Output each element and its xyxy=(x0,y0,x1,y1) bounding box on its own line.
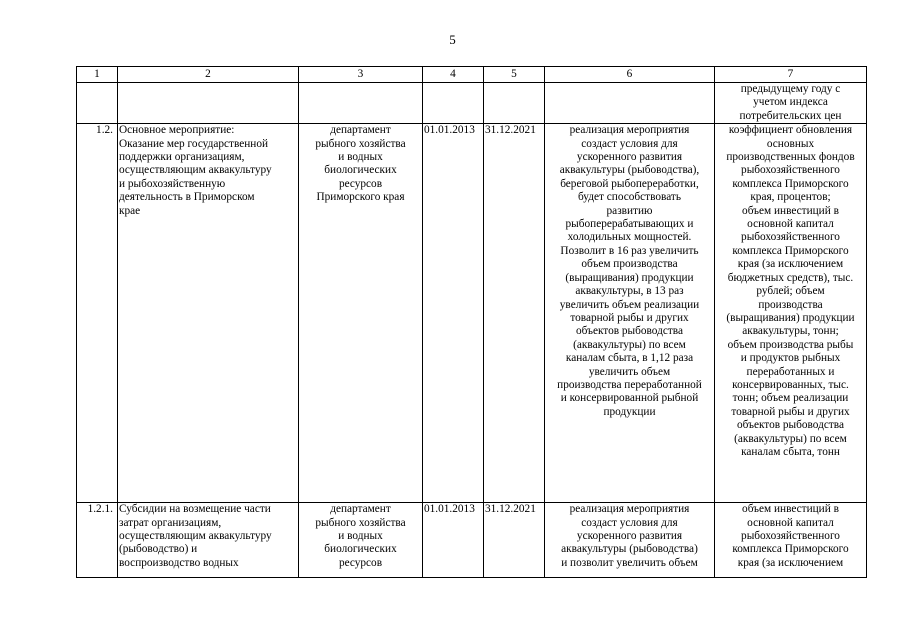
text-line: объем производства xyxy=(581,258,678,271)
text-line: создаст условия для xyxy=(581,516,678,529)
text-line: Основное мероприятие: xyxy=(119,124,235,137)
text-line: осуществляющим аквакультуру xyxy=(119,164,272,177)
text-line: (аквакультуры) по всем xyxy=(734,432,847,445)
empty-cell xyxy=(545,83,715,124)
column-number: 3 xyxy=(299,67,423,83)
text-line: учетом индекса xyxy=(753,96,828,109)
text-line: комплекса Приморского xyxy=(732,177,849,190)
text-line: ресурсов xyxy=(338,556,383,569)
text-line: (выращивания) продукции xyxy=(565,271,694,284)
text-line: ускоренного развития xyxy=(576,151,683,164)
text-line: основных xyxy=(766,137,815,150)
empty-cell xyxy=(299,83,423,124)
measure-name-cell xyxy=(118,124,299,503)
text-line: рыбохозяйственного xyxy=(741,530,840,543)
text-line: производства xyxy=(758,298,823,311)
text-line: потребительских цен xyxy=(739,109,842,122)
text-line: комплекса Приморского xyxy=(732,244,849,257)
empty-cell xyxy=(484,83,545,124)
text-line: Позволит в 16 раз увеличить xyxy=(560,244,699,257)
text-line: реализация мероприятия xyxy=(569,503,690,516)
text-line: реализация мероприятия xyxy=(569,124,690,137)
text-line: создаст условия для xyxy=(581,137,678,150)
text-line: края (за исключением xyxy=(737,556,844,569)
text-line: Оказание мер государственной xyxy=(119,137,269,150)
text-line: объем инвестиций в xyxy=(742,503,839,516)
text-line: береговой рыбопереработки, xyxy=(560,177,699,190)
text-line: продукции xyxy=(603,405,656,418)
text-line: воспроизводство водных xyxy=(119,556,239,569)
text-line: объектов рыбоводства xyxy=(575,325,684,338)
text-line: (выращивания) продукции xyxy=(726,311,855,324)
column-number: 4 xyxy=(423,67,484,83)
text-line: предыдущему году с xyxy=(740,83,841,95)
text-line: объем производства рыбы xyxy=(727,338,854,351)
text-line: производственных фондов xyxy=(726,151,855,164)
executor-cell xyxy=(299,503,423,578)
table-row-1-2 xyxy=(77,124,867,503)
text-line: комплекса Приморского xyxy=(732,543,849,556)
text-line: развитию xyxy=(606,204,653,217)
text-line: аквакультуры (рыбоводства), xyxy=(559,164,700,177)
text-line: коэффициент обновления xyxy=(728,124,853,137)
text-line: рыбохозяйственного xyxy=(741,164,840,177)
column-number-row xyxy=(77,67,867,83)
text-line: товарной рыбы и других xyxy=(570,311,689,324)
text-line: поддержки организациям, xyxy=(119,151,245,164)
text-line: холодильных мощностей. xyxy=(567,231,692,244)
end-date: 31.12.2021 xyxy=(484,503,545,578)
text-line: края, процентов; xyxy=(750,191,831,204)
text-line: Субсидии на возмещение части xyxy=(119,503,271,516)
text-line: каналам сбыта, в 1,12 раза xyxy=(565,352,694,365)
start-date: 01.01.2013 xyxy=(423,124,484,503)
text-line: объем инвестиций в xyxy=(742,204,839,217)
empty-cell xyxy=(423,83,484,124)
column-number: 5 xyxy=(484,67,545,83)
text-line: затрат организациям, xyxy=(119,516,222,529)
text-line: и рыбохозяйственную xyxy=(119,177,226,190)
text-line: и водных xyxy=(338,530,383,543)
indicators-cell xyxy=(715,124,867,503)
text-line: (рыбоводство) и xyxy=(119,543,198,556)
text-line: товарной рыбы и других xyxy=(731,405,850,418)
text-line: (аквакультуры) по всем xyxy=(573,338,686,351)
text-line: основной капитал xyxy=(747,516,834,529)
text-line: осуществляющим аквакультуру xyxy=(119,530,272,543)
indicator-continuation-cell xyxy=(715,83,867,124)
column-number: 7 xyxy=(715,67,867,83)
text-line: департамент xyxy=(330,124,391,137)
page-number: 5 xyxy=(449,32,456,47)
text-line: рыбоперерабатывающих и xyxy=(565,218,694,231)
text-line: рыбохозяйственного xyxy=(741,231,840,244)
text-line: Приморского края xyxy=(316,191,405,204)
text-line: консервированных, тыс. xyxy=(732,378,849,391)
text-line: рыбного хозяйства xyxy=(315,137,406,150)
expected-result-cell xyxy=(545,124,715,503)
expected-result-cell xyxy=(545,503,715,578)
program-measures-table xyxy=(76,66,867,578)
empty-cell xyxy=(77,83,118,124)
text-line: аквакультуры (рыбоводства) xyxy=(561,543,698,556)
start-date: 01.01.2013 xyxy=(423,503,484,578)
text-line: рублей; объем xyxy=(756,285,825,298)
text-line: края (за исключением xyxy=(737,258,844,271)
text-line: и продуктов рыбных xyxy=(740,352,841,365)
table-row-1-2-1 xyxy=(77,503,867,578)
text-line: увеличить объем реализации xyxy=(559,298,700,311)
indicators-cell xyxy=(715,503,867,578)
text-line: биологических xyxy=(324,164,397,177)
column-number: 2 xyxy=(118,67,299,83)
text-line: рыбного хозяйства xyxy=(315,516,406,529)
text-line: крае xyxy=(119,204,141,217)
continuation-row xyxy=(77,83,867,124)
end-date: 31.12.2021 xyxy=(484,124,545,503)
text-line: объектов рыбоводства xyxy=(736,419,845,432)
text-line: департамент xyxy=(330,503,391,516)
text-line: деятельность в Приморском xyxy=(119,191,255,204)
text-line: основной капитал xyxy=(747,218,834,231)
text-line: и позволит увеличить объем xyxy=(561,556,698,569)
text-line: тонн; объем реализации xyxy=(732,392,849,405)
item-number: 1.2.1. xyxy=(77,503,118,578)
text-line: переработанных и xyxy=(746,365,835,378)
text-line: будет способствовать xyxy=(577,191,682,204)
item-number: 1.2. xyxy=(77,124,118,503)
column-number: 1 xyxy=(77,67,118,83)
text-line: бюджетных средств), тыс. xyxy=(727,271,854,284)
text-line: ускоренного развития xyxy=(576,530,683,543)
text-line: и водных xyxy=(338,151,383,164)
text-line: производства переработанной xyxy=(557,378,702,391)
measure-name-cell xyxy=(118,503,299,578)
text-line: биологических xyxy=(324,543,397,556)
empty-cell xyxy=(118,83,299,124)
text-line: аквакультуры, в 13 раз xyxy=(575,285,684,298)
text-line: увеличить объем xyxy=(588,365,671,378)
text-line: каналам сбыта, тонн xyxy=(741,445,840,458)
text-line: и консервированной рыбной xyxy=(560,392,699,405)
text-line: аквакультуры, тонн; xyxy=(742,325,839,338)
column-number: 6 xyxy=(545,67,715,83)
executor-cell xyxy=(299,124,423,503)
text-line: ресурсов xyxy=(338,177,383,190)
